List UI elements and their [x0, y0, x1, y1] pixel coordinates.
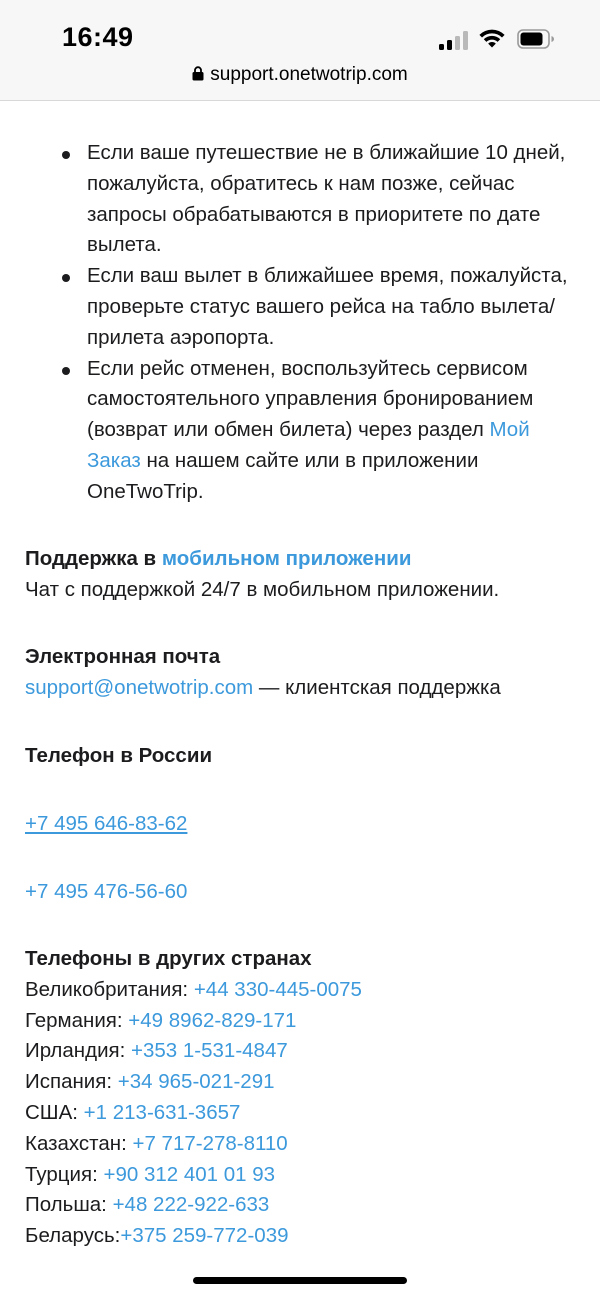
- bullet-text-after: на нашем сайте или в приложении OneTwoTrip.: [87, 448, 479, 503]
- russia-phone-2-row: [25, 877, 585, 908]
- bullet-text-before: Если рейс отменен, воспользуйтесь сервисом самостоятельного управления бронированием (возврат или обмен билета) через раздел: [87, 356, 534, 442]
- russia-phone-heading: Телефон в России: [25, 744, 213, 767]
- country-phone-row: [25, 1160, 585, 1191]
- russia-phone-1-link[interactable]: +7 495 646-83-62: [25, 812, 188, 835]
- country-phone-row: [25, 1006, 585, 1037]
- country-phone-link[interactable]: +49 8962-829-171: [128, 1008, 297, 1032]
- bullet-dot: [62, 274, 70, 282]
- country-name: Беларусь:: [25, 1224, 121, 1248]
- country-phone-row: [25, 1036, 585, 1067]
- country-name: Польша:: [25, 1193, 113, 1217]
- mobile-support-description: Чат с поддержкой 24/7 в мобильном приложении.: [25, 577, 500, 601]
- country-phone-link[interactable]: +375 259-772-039: [120, 1224, 289, 1248]
- country-name: Казахстан:: [25, 1131, 133, 1155]
- russia-phone-2-link[interactable]: +7 495 476-56-60: [25, 880, 188, 903]
- country-phone-link[interactable]: +90 312 401 01 93: [103, 1162, 276, 1186]
- cellular-signal-icon: [439, 30, 469, 50]
- email-section: [25, 642, 585, 704]
- country-phone-link[interactable]: +34 965-021-291: [117, 1070, 275, 1094]
- list-item: [0, 261, 600, 353]
- country-phone-row: [25, 1098, 585, 1129]
- country-name: Германия:: [25, 1008, 129, 1032]
- email-line: [25, 673, 585, 704]
- bullet-dot: [62, 151, 70, 159]
- country-name: США:: [25, 1100, 84, 1124]
- country-phone-row: [25, 975, 585, 1006]
- support-email-link[interactable]: support@onetwotrip.com: [25, 675, 254, 699]
- mobile-app-link[interactable]: мобильном приложении: [161, 547, 412, 570]
- other-countries-section: [25, 944, 585, 1252]
- country-name: Ирландия:: [25, 1039, 132, 1063]
- country-phone-row: [25, 1067, 585, 1098]
- country-phone-link[interactable]: +48 222-922-633: [112, 1193, 270, 1217]
- country-name: Великобритания:: [25, 977, 194, 1001]
- other-countries-heading: Телефоны в других странах: [25, 947, 312, 970]
- russia-phone-section: [25, 741, 585, 772]
- country-phone-link[interactable]: +1 213-631-3657: [83, 1100, 241, 1124]
- mobile-support-heading: [25, 544, 585, 575]
- address-bar[interactable]: [0, 64, 600, 86]
- mobile-support-section: [25, 544, 585, 606]
- list-item: [0, 138, 600, 261]
- battery-icon: [517, 29, 555, 49]
- my-order-link[interactable]: Мой Заказ: [87, 418, 530, 472]
- home-indicator[interactable]: [193, 1277, 407, 1284]
- country-phone-link[interactable]: +353 1-531-4847: [131, 1039, 288, 1063]
- email-heading: Электронная почта: [25, 645, 221, 668]
- mobile-support-heading-text: Поддержка в: [25, 547, 162, 570]
- email-note: — клиентская поддержка: [253, 675, 501, 699]
- country-phone-link[interactable]: +44 330-445-0075: [193, 977, 362, 1001]
- status-time: 16:49: [62, 22, 134, 52]
- lock-icon: [192, 66, 204, 81]
- country-phone-link[interactable]: +7 717-278-8110: [132, 1131, 288, 1155]
- country-phone-row: [25, 1221, 585, 1252]
- list-item: [0, 354, 600, 508]
- country-phone-row: [25, 1190, 585, 1221]
- browser-status-bar: [0, 0, 600, 101]
- country-phone-row: [25, 1129, 585, 1160]
- bullet-text: Если ваш вылет в ближайшее время, пожалуйста, проверьте статус вашего рейса на табло вылета/прилета аэропорта.: [87, 264, 568, 349]
- country-name: Турция:: [25, 1162, 104, 1186]
- bullet-dot: [62, 367, 70, 375]
- url-text: support.onetwotrip.com: [210, 64, 408, 85]
- info-bullet-list: [0, 138, 600, 508]
- wifi-icon: [478, 27, 506, 49]
- russia-phone-1-row: [25, 809, 585, 840]
- bullet-text: Если ваше путешествие не в ближайшие 10 дней, пожалуйста, обратитесь к нам позже, сейчас запросы обрабатываются в приоритете по дате вылета.: [87, 141, 566, 257]
- country-name: Испания:: [25, 1070, 118, 1094]
